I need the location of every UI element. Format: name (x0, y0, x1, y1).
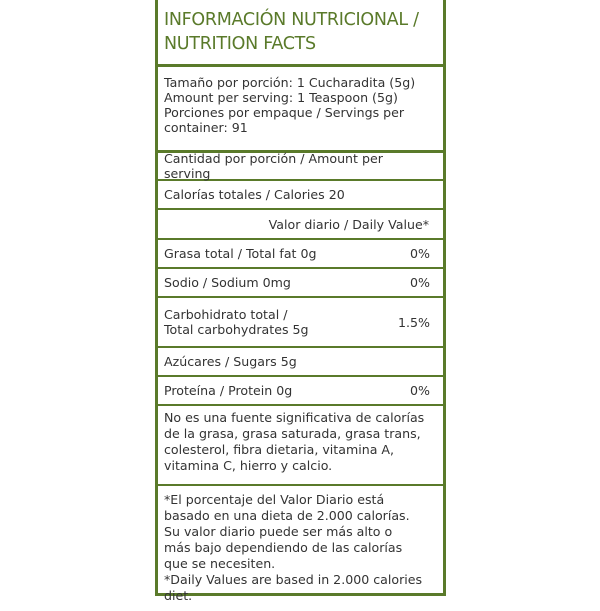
nutrient-label: Proteína / Protein 0g (164, 383, 293, 398)
daily-value-label: Valor diario / Daily Value* (268, 216, 429, 232)
nutrient-label (164, 307, 309, 337)
nutrition-facts-panel (155, 0, 446, 603)
amount-per-serving-label: Cantidad por porción / Amount per serving (164, 151, 383, 181)
title-line-1: INFORMACIÓN NUTRICIONAL / (164, 10, 419, 30)
serving-size-es: Tamaño por porción: 1 Cucharadita (5g) (164, 75, 416, 90)
note-line: de la grasa, grasa saturada, grasa trans, (164, 426, 421, 441)
footnote-line: Su valor diario puede ser más alto o (164, 524, 393, 539)
note-line: No es una fuente significativa de calorías (164, 410, 425, 425)
nutrient-label: Grasa total / Total fat 0g (164, 246, 317, 261)
daily-value-footnote (158, 486, 443, 611)
nutrient-row-total-fat (158, 240, 443, 267)
nutrient-daily-value: 0% (410, 246, 430, 261)
serving-size-en: Amount per serving: 1 Teaspoon (5g) (164, 90, 398, 105)
nutrient-label-line-2: Total carbohydrates 5g (164, 322, 309, 337)
nutrient-row-protein (158, 377, 443, 404)
title-line-2: NUTRITION FACTS (164, 34, 316, 54)
nutrient-row-carbohydrates (158, 298, 443, 346)
nutrient-row-sodium (158, 269, 443, 296)
nutrient-label: Sodio / Sodium 0mg (164, 275, 291, 290)
serving-info (158, 67, 443, 150)
nutrient-row-sugars (158, 348, 443, 375)
footnote-line: diet. (164, 588, 193, 603)
servings-per-container-value: container: 91 (164, 120, 248, 135)
footnote-line: *Daily Values are based in 2.000 calories (164, 572, 423, 587)
nutrient-daily-value: 1.5% (398, 314, 430, 330)
calories-label: Calorías totales / Calories 20 (164, 187, 345, 202)
nutrient-daily-value: 0% (410, 275, 430, 290)
nutrition-title (158, 0, 443, 64)
footnote-line: basado en una dieta de 2.000 calorías. (164, 508, 410, 523)
daily-value-header (158, 210, 443, 238)
footnote-line: que se necesiten. (164, 556, 276, 571)
not-significant-source-note (158, 406, 443, 484)
note-line: colesterol, fibra dietaria, vitamina A, (164, 442, 395, 457)
footnote-line: *El porcentaje del Valor Diario está (164, 492, 385, 507)
note-line: vitamina C, hierro y calcio. (164, 458, 333, 473)
nutrient-label-line-1: Carbohidrato total / (164, 307, 288, 322)
calories-row (158, 181, 443, 208)
nutrient-daily-value: 0% (410, 383, 430, 398)
nutrient-label: Azúcares / Sugars 5g (164, 354, 297, 369)
amount-per-serving-header (158, 153, 443, 179)
servings-per-container: Porciones por empaque / Servings per (164, 105, 405, 120)
footnote-line: más bajo dependiendo de las calorías (164, 540, 403, 555)
